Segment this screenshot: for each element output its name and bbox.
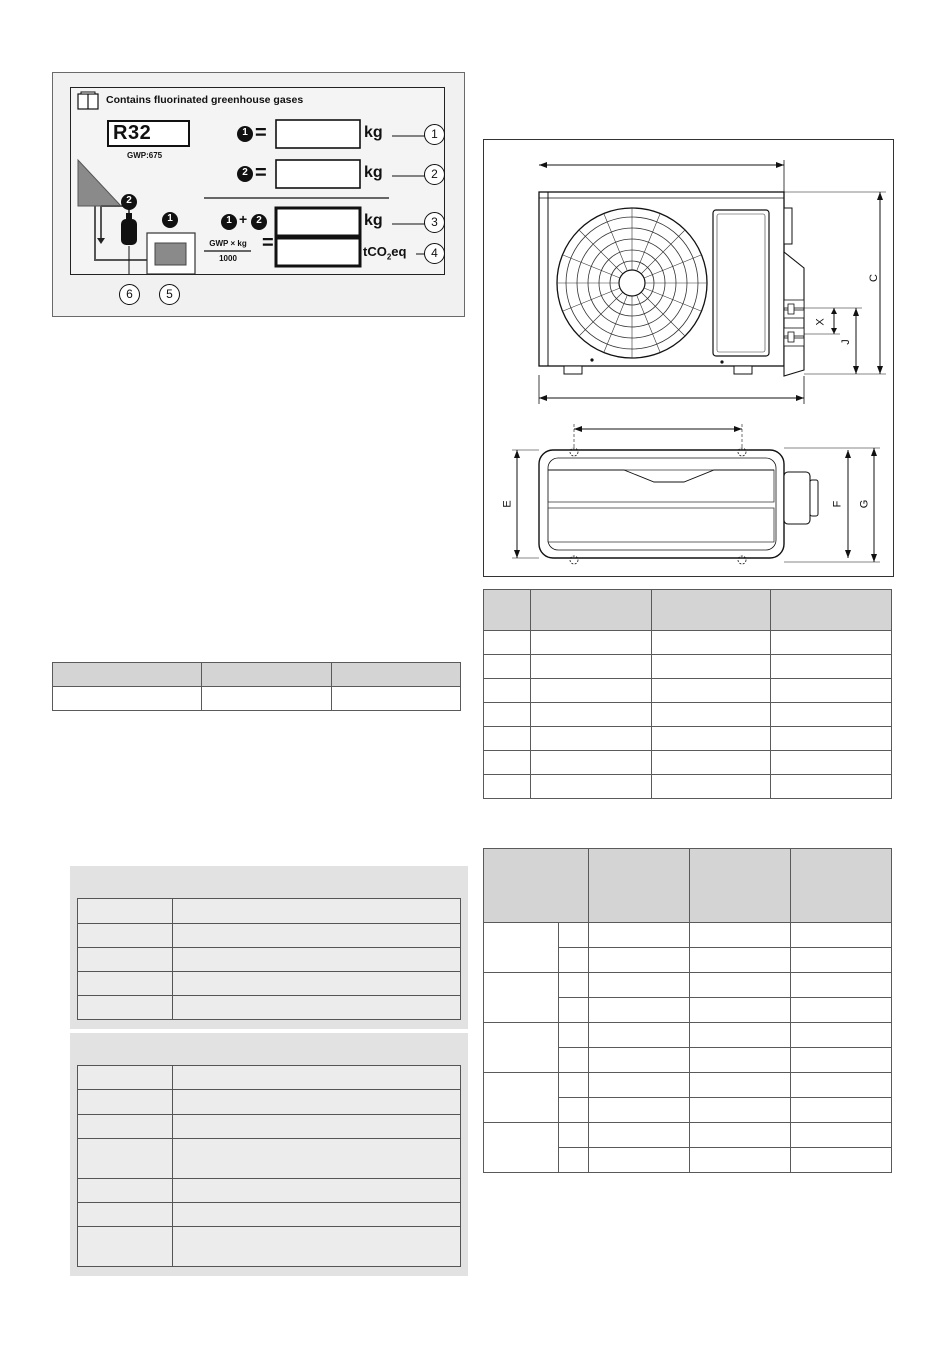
table-cell xyxy=(78,1090,173,1115)
formula-denominator: 1000 xyxy=(219,254,237,263)
fgas-label-panel xyxy=(52,72,465,317)
table-cell xyxy=(484,655,531,679)
info-panel-2 xyxy=(70,1033,468,1276)
table-cell xyxy=(790,998,891,1023)
table-cell xyxy=(689,1098,790,1123)
table-cell xyxy=(559,948,589,973)
callout-1: 1 xyxy=(424,124,445,145)
table-cell xyxy=(173,1139,461,1179)
table-cell xyxy=(651,631,771,655)
table-cell xyxy=(689,1123,790,1148)
table-cell xyxy=(588,998,689,1023)
callout-5: 5 xyxy=(159,284,180,305)
table-cell xyxy=(559,923,589,948)
unit-row3: kg xyxy=(364,212,383,229)
badge-2-row2: 2 xyxy=(242,167,248,178)
table-header-cell xyxy=(588,849,689,923)
formula-numerator: GWP × kg xyxy=(209,239,247,248)
info-panel-1 xyxy=(70,866,468,1029)
equals-4: = xyxy=(262,232,274,254)
dim-label-g: G xyxy=(858,499,871,509)
table-header-cell xyxy=(484,849,589,923)
table-cell xyxy=(588,1148,689,1173)
table-cell xyxy=(484,631,531,655)
table-cell xyxy=(651,751,771,775)
table-cell xyxy=(173,924,461,948)
table-cell xyxy=(78,1203,173,1227)
table-cell xyxy=(78,1115,173,1139)
table-cell xyxy=(173,899,461,924)
outdoor-unit-figure xyxy=(483,139,894,577)
table-cell xyxy=(559,1098,589,1123)
table-cell xyxy=(173,1090,461,1115)
table-cell xyxy=(790,1148,891,1173)
table-cell xyxy=(484,703,531,727)
table-cell xyxy=(559,1073,589,1098)
table-cell xyxy=(484,973,559,1023)
table-cell xyxy=(173,948,461,972)
badge-2-row3: 2 xyxy=(256,215,262,226)
table-cell xyxy=(78,1139,173,1179)
equals-1: = xyxy=(255,122,267,144)
table-cell xyxy=(588,923,689,948)
equals-2: = xyxy=(255,162,267,184)
table-cell xyxy=(790,1073,891,1098)
table-cell xyxy=(689,973,790,998)
table-cell xyxy=(78,1066,173,1090)
table-cell xyxy=(531,679,652,703)
table-header-cell xyxy=(531,590,652,631)
table-cell xyxy=(651,703,771,727)
dim-label-j: J xyxy=(839,339,852,345)
table-cell xyxy=(484,1023,559,1073)
outdoor-unit-drawing xyxy=(484,140,893,576)
right-grouped-table xyxy=(483,848,892,1173)
table-header-cell xyxy=(790,849,891,923)
table-cell xyxy=(559,1023,589,1048)
table-cell xyxy=(531,655,652,679)
table-header-cell xyxy=(651,590,771,631)
gwp-value: GWP:675 xyxy=(127,151,163,160)
table-cell xyxy=(331,687,460,711)
table-cell xyxy=(651,655,771,679)
table-cell xyxy=(78,948,173,972)
table-cell xyxy=(173,972,461,996)
table-cell xyxy=(771,655,892,679)
info-table-2 xyxy=(77,1065,461,1267)
label-heading: Contains fluorinated greenhouse gases xyxy=(106,94,304,106)
table-cell xyxy=(790,1048,891,1073)
badge-1-row1: 1 xyxy=(242,127,248,138)
table-cell xyxy=(651,679,771,703)
table-cell xyxy=(588,1048,689,1073)
table-cell xyxy=(173,1227,461,1267)
table-cell xyxy=(531,775,652,799)
callout-3: 3 xyxy=(424,212,445,233)
table-cell xyxy=(651,727,771,751)
table-cell xyxy=(689,1148,790,1173)
table-cell xyxy=(484,1123,559,1173)
table-cell xyxy=(790,923,891,948)
table-cell xyxy=(771,751,892,775)
table-cell xyxy=(689,998,790,1023)
table-cell xyxy=(53,687,202,711)
table-header-cell xyxy=(53,663,202,687)
table-cell xyxy=(559,998,589,1023)
table-cell xyxy=(559,973,589,998)
table-cell xyxy=(689,1023,790,1048)
table-header-cell xyxy=(771,590,892,631)
table-cell xyxy=(771,727,892,751)
table-cell xyxy=(790,1123,891,1148)
table-cell xyxy=(790,973,891,998)
unit-row4: tCO$_2$eq xyxy=(363,244,407,262)
table-cell xyxy=(78,899,173,924)
table-cell xyxy=(771,679,892,703)
table-cell xyxy=(588,973,689,998)
table-cell xyxy=(78,996,173,1020)
table-cell xyxy=(484,679,531,703)
table-cell xyxy=(651,775,771,799)
left-small-table xyxy=(52,662,461,711)
table-cell xyxy=(78,972,173,996)
table-cell xyxy=(559,1148,589,1173)
refrigerant-name: R32 xyxy=(113,122,152,144)
table-cell xyxy=(202,687,331,711)
table-cell xyxy=(588,1123,689,1148)
table-cell xyxy=(588,1023,689,1048)
table-cell xyxy=(588,948,689,973)
table-cell xyxy=(78,924,173,948)
badge-2-cylinder: 2 xyxy=(126,195,132,206)
table-cell xyxy=(559,1123,589,1148)
dim-label-x: X xyxy=(814,318,827,326)
table-cell xyxy=(173,1115,461,1139)
table-cell xyxy=(484,923,559,973)
unit-row2: kg xyxy=(364,164,383,181)
table-cell xyxy=(78,1227,173,1267)
dim-label-c: C xyxy=(867,274,880,282)
table-cell xyxy=(689,1073,790,1098)
table-cell xyxy=(790,1023,891,1048)
dim-label-e: E xyxy=(501,500,514,508)
table-header-cell xyxy=(331,663,460,687)
table-cell xyxy=(173,1203,461,1227)
table-header-cell xyxy=(202,663,331,687)
callout-2: 2 xyxy=(424,164,445,185)
table-cell xyxy=(588,1098,689,1123)
callout-4: 4 xyxy=(424,243,445,264)
table-cell xyxy=(484,751,531,775)
table-cell xyxy=(588,1073,689,1098)
table-cell xyxy=(790,1098,891,1123)
table-cell xyxy=(78,1179,173,1203)
table-cell xyxy=(531,751,652,775)
table-cell xyxy=(771,631,892,655)
table-cell xyxy=(689,948,790,973)
table-cell xyxy=(173,1066,461,1090)
table-cell xyxy=(484,727,531,751)
manual-book-icon xyxy=(78,92,98,109)
table-cell xyxy=(689,1048,790,1073)
table-cell xyxy=(790,948,891,973)
plus-sign: + xyxy=(239,211,248,227)
table-cell xyxy=(531,727,652,751)
table-cell xyxy=(689,923,790,948)
table-cell xyxy=(531,631,652,655)
fgas-label xyxy=(70,87,445,275)
unit-row1: kg xyxy=(364,124,383,141)
table-cell xyxy=(559,1048,589,1073)
table-cell xyxy=(771,775,892,799)
table-cell xyxy=(531,703,652,727)
badge-1-row3: 1 xyxy=(226,215,232,226)
badge-1-compressor: 1 xyxy=(167,213,173,224)
table-header-cell xyxy=(689,849,790,923)
right-dimension-table xyxy=(483,589,892,799)
table-cell xyxy=(173,1179,461,1203)
table-cell xyxy=(771,703,892,727)
info-table-1 xyxy=(77,898,461,1020)
table-cell xyxy=(484,775,531,799)
table-cell xyxy=(484,1073,559,1123)
table-cell xyxy=(173,996,461,1020)
table-header-cell xyxy=(484,590,531,631)
callout-6: 6 xyxy=(119,284,140,305)
dim-label-f: F xyxy=(831,500,844,508)
